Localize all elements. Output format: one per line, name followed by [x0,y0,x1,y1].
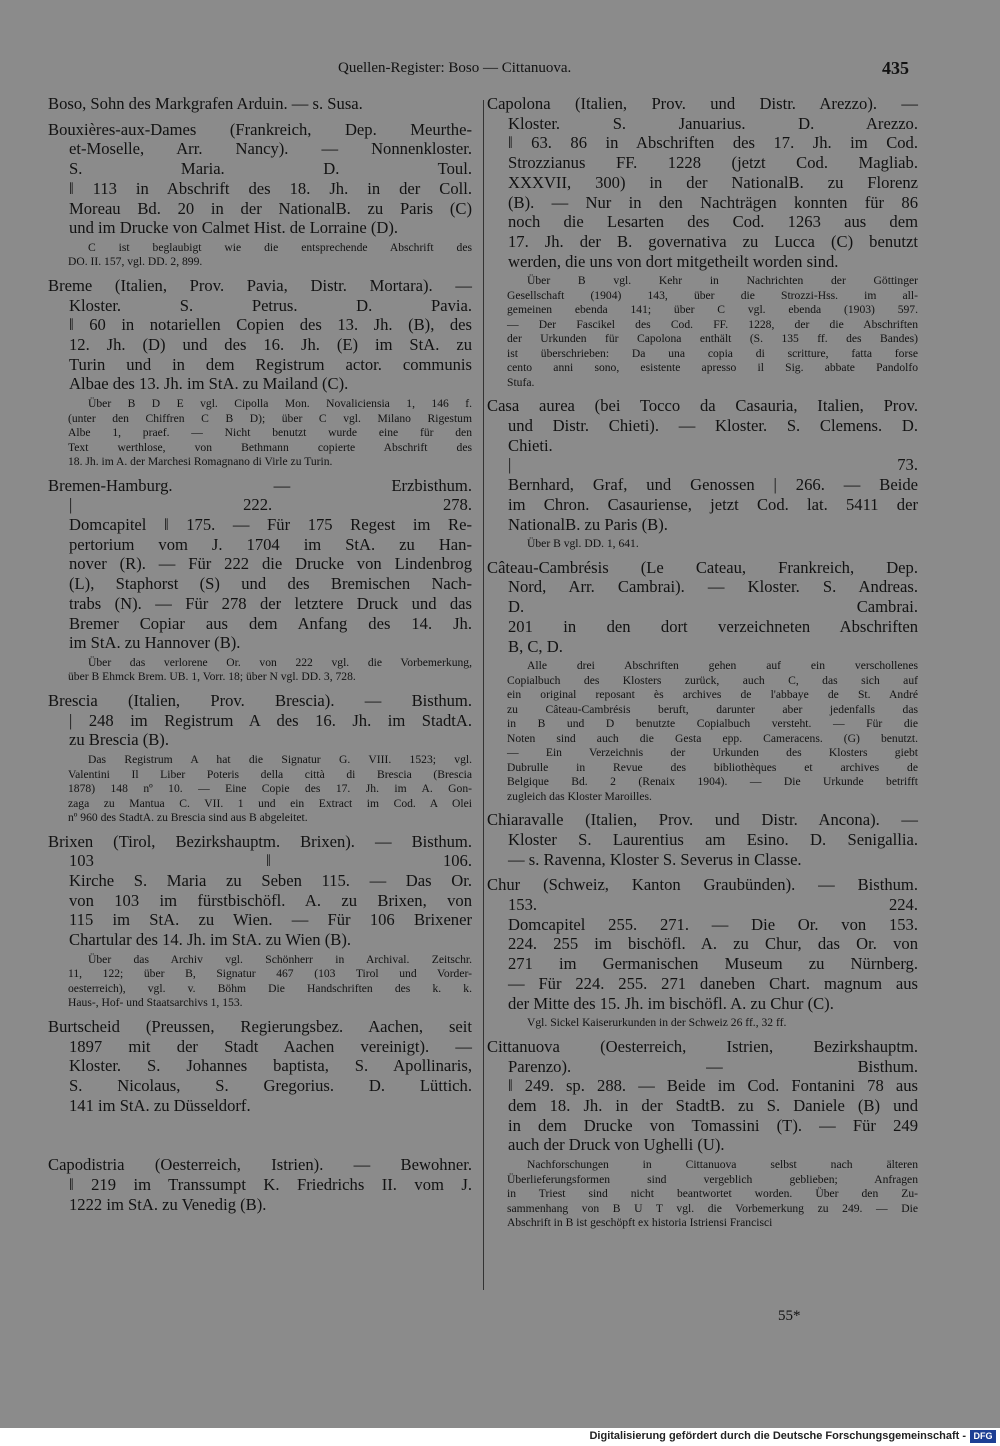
note-line: 11, 122; über B, Signatur 467 (103 Tirol und Vorder- [68,967,472,981]
entry-text-line: von 103 im fürstbischöfl. A. zu Brixen, von [69,890,472,910]
entry-heading-line: Bremen-Hamburg. — Erzbisthum. [48,475,472,495]
entry-text-line: Kirche S. Maria zu Seben 115. — Das Or. [69,870,472,890]
entry-text-line: Strozzianus FF. 1228 (jetzt Cod. Magliab. [508,153,918,173]
register-entry [487,875,918,1030]
entry-text-line: XXXVII, 300) in der NationalB. zu Florenz [508,172,918,192]
entry-heading-line: Capodistria (Oesterreich, Istrien). — Bewohner. [48,1155,472,1175]
note-line: cento anni sono, esistente apresso il Sig. abbate Pandolfo [507,361,918,375]
entry-text-line: ‖ 63. 86 in Abschriften des 17. Jh. im Cod. [508,133,918,153]
entry-text-line: 115 im StA. zu Wien. — Für 106 Brixener [69,910,472,930]
entry-note [507,537,918,552]
signature-mark: 55* [778,1308,801,1324]
note-line: Text werthlose, von Bethmann copierte Abschrift des [68,440,472,454]
note-line: Abschrift in B ist geschöpft ex historia Istriensi Francisci [507,1216,773,1230]
register-entry [487,810,918,869]
note-line: Über B vgl. Kehr in Nachrichten der Göttinger [527,274,918,288]
register-entry [48,1017,472,1116]
entry-text-line: Kloster S. Laurentius am Esino. D. Senigallia. [508,829,918,849]
entry-text-line: (L), Staphorst (S) und des Bremischen Nach- [69,574,472,594]
entry-text-line: Domcapitel ‖ 175. — Für 175 Regest im Re- [69,515,472,535]
entry-text-line: 1897 mit der Stadt Aachen vereinigt). — [69,1036,472,1056]
entry-text-line: S. Nicolaus, S. Gregorius. D. Lüttich. [69,1075,472,1095]
entry-heading-line: Brixen (Tirol, Bezirkshauptm. Brixen). — Bisthum. [48,831,472,851]
note-line: in Triest sind nicht beantwortet worden. Über den Zu- [507,1187,918,1201]
entry-heading-line: Cittanuova (Oesterreich, Istrien, Bezirkshauptm. [487,1036,918,1056]
dfg-logo: DFG [970,1430,996,1443]
entry-text-line: NationalB. zu Paris (B). [508,514,668,534]
entry-heading-line: Câteau-Cambrésis (Le Cateau, Frankreich, Dep. [487,557,918,577]
note-line: Alle drei Abschriften gehen auf ein verschollenes [527,659,918,673]
note-line: Dubrulle in Revue des bibliothèques et archives de [507,760,918,774]
entry-text-line: Bremer Copiar aus dem Anfang des 14. Jh. [69,613,472,633]
entry-text-line: Domcapitel 255. 271. — Die Or. von 153. [508,914,918,934]
note-line: Vgl. Sickel Kaiserurkunden in der Schweiz 26 ff., 32 ff. [527,1016,787,1030]
note-line: über B Ehmck Brem. UB. 1, Vorr. 18; über N vgl. DD. 3, 728. [68,670,356,684]
entry-text-line: ‖ 113 in Abschrift des 18. Jh. in der Coll. [69,178,472,198]
column-divider [483,100,484,1290]
entry-text-line: Chieti. [508,435,553,455]
note-line: Über B D E vgl. Cipolla Mon. Novaliciensia 1, 146 f. [88,397,472,411]
entry-text-line: 12. Jh. (D) und des 16. Jh. (E) im StA. zu [69,335,472,355]
entry-text-line: B, C, D. [508,636,563,656]
entry-note [68,953,472,1011]
note-line: sammenhang von B U T vgl. die Vorbemerkung zu 249. — Die [507,1201,918,1215]
entry-text-line: | 73. [508,455,918,475]
right-column [487,94,918,1237]
entry-text-line: Albae des 13. Jh. im StA. zu Mailand (C). [69,374,349,394]
entry-note [68,397,472,470]
entry-text-line: ‖ 219 im Transsumpt K. Friedrichs II. vom J. [69,1175,472,1195]
entry-text-line: und Distr. Chieti). — Kloster. S. Clemens. D. [508,416,918,436]
note-line: Albe 1, praef. — Nicht benutzt wurde eine für den [68,426,472,440]
entry-heading-line: Chiaravalle (Italien, Prov. und Distr. Ancona). — [487,810,918,830]
note-line: Gesellschaft (1904) 143, über die Strozzi-Hss. im all- [507,288,918,302]
entry-note [507,1016,918,1031]
entry-text-line: Nord, Arr. Cambrai). — Kloster. S. Andreas. [508,577,918,597]
entry-text-line: 141 im StA. zu Düsseldorf. [69,1095,251,1115]
entry-text-line: 224. 255 im bischöfl. A. zu Chur, das Or. von [508,934,918,954]
entry-text-line: Parenzo). — Bisthum. [508,1056,918,1076]
entry-text-line: — s. Ravenna, Kloster S. Severus in Classe. [508,849,802,869]
note-line: ein original reposant ès archives de l'abbaye de St. André [507,688,918,702]
register-entry [487,1037,918,1231]
entry-text-line: in dem Drucke von Tomassini (T). — Für 249 [508,1115,918,1135]
note-line: 1878) 148 nº 10. — Eine Copie des 17. Jh. im A. Gon- [68,782,472,796]
note-line: Das Registrum A hat die Signatur G. VIII. 1523; vgl. [88,753,472,767]
footer-credit: Digitalisierung gefördert durch die Deutsche Forschungsgemeinschaft - [589,1430,966,1442]
left-column [48,94,472,1220]
entry-text-line: Chartular des 14. Jh. im StA. zu Wien (B). [69,930,352,950]
entry-text-line: trabs (N). — Für 278 der letztere Druck und das [69,593,472,613]
register-entry [48,120,472,270]
entry-text-line: D. Cambrai. [508,597,918,617]
entry-text-line: 153. 224. [508,895,918,915]
note-line: Über B vgl. DD. 1, 641. [527,537,639,551]
entry-text-line: | 222. 278. [69,495,472,515]
note-line: Nachforschungen in Cittanuova selbst nach älteren [527,1158,918,1172]
register-entry [48,832,472,1011]
note-line: Valentini Il Liber Poteris della città di Brescia (Brescia [68,767,472,781]
entry-note [507,274,918,390]
entry-heading-line: Chur (Schweiz, Kanton Graubünden). — Bisthum. [487,875,918,895]
note-line: zugleich das Kloster Maroilles. [507,789,652,803]
entry-text-line: ‖ 249. sp. 288. — Beide im Cod. Fontanini 78 aus [508,1076,918,1096]
note-line: Über das Archiv vgl. Schönherr in Archival. Zeitschr. [88,952,472,966]
entry-text-line: S. Maria. D. Toul. [69,159,472,179]
entry-text-line: pertorium vom J. 1704 im StA. zu Han- [69,534,472,554]
note-line: zaga zu Mantua C. VII. 1 und ein Extract im Cod. A Olei [68,796,472,810]
note-line: der Urkunden für Capolona enthält (S. 135 ff. des Bandes) [507,332,918,346]
note-line: oesterreich), vgl. v. Böhm Die Handschriften des k. k. [68,981,472,995]
entry-note [68,753,472,826]
entry-text-line: Bernhard, Graf, und Genossen | 266. — Beide [508,475,918,495]
entry-text-line: im StA. zu Hannover (B). [69,633,241,653]
entry-text-line: Kloster. S. Johannes baptista, S. Apollinaris, [69,1056,472,1076]
entry-heading-line: Breme (Italien, Prov. Pavia, Distr. Mortara). — [48,275,472,295]
register-entry [48,476,472,685]
register-entry [48,1155,472,1214]
register-entry [487,558,918,805]
entry-text-line: nover (R). — Für 222 die Drucke von Lindenbrog [69,554,472,574]
entry-note [68,241,472,270]
register-entry [487,396,918,551]
entry-text-line: noch die Lesarten des Cod. 1263 aus dem [508,212,918,232]
entry-text-line: der Mitte des 15. Jh. im bischöfl. A. zu Chur (C). [508,993,834,1013]
note-line: zu Câteau-Cambrésis beruft, darunter aber jedenfalls das [507,702,918,716]
entry-text-line: zu Brescia (B). [69,730,169,750]
register-entry [487,94,918,390]
entry-text-line: Kloster. S. Januarius. D. Arezzo. [508,113,918,133]
note-line: C ist beglaubigt wie die entsprechende Abschrift des [88,240,472,254]
entry-text-line: et-Moselle, Arr. Nancy). — Nonnenkloster. [69,139,472,159]
entry-heading-line: Brescia (Italien, Prov. Brescia). — Bisthum. [48,690,472,710]
note-line: — Ein Verzeichnis der Urkunden des Klosters giebt [507,746,918,760]
entry-text-line: Kloster. S. Petrus. D. Pavia. [69,295,472,315]
entry-text-line: 1222 im StA. zu Venedig (B). [69,1194,267,1214]
note-line: — Der Fascikel des Cod. FF. 1228, der die Abschriften [507,317,918,331]
entry-text-line: und im Drucke von Calmet Hist. de Lorraine (D). [69,218,399,238]
entry-text-line: 271 im Germanischen Museum zu Nürnberg. [508,954,918,974]
entry-heading-line: Boso, Sohn des Markgrafen Arduin. — s. Susa. [48,94,363,113]
note-line: Belgique Bd. 2 (Renaix 1904). — Die Urkunde betrifft [507,775,918,789]
entry-heading-line: Bouxières-aux-Dames (Frankreich, Dep. Meurthe- [48,119,472,139]
note-line: (unter den Chiffren C B D); über C vgl. Milano Rigestum [68,411,472,425]
note-line: Noten sind auch die Gesta epp. Cameracens. (G) benutzt. [507,731,918,745]
entry-text-line: 103 ‖ 106. [69,851,472,871]
footer-bar [0,1428,1000,1446]
note-line: nº 960 des StadtA. zu Brescia sind aus B abgeleitet. [68,811,308,825]
note-line: Überlieferungsformen sind vergeblich geblieben; Anfragen [507,1172,918,1186]
note-line: 18. Jh. im A. der Marchesi Romagnano di Virle zu Turin. [68,455,333,469]
note-line: DO. II. 157, vgl. DD. 2, 899. [68,255,203,269]
entry-note [507,659,918,804]
running-header [0,60,1000,84]
entry-text-line: | 248 im Registrum A des 16. Jh. im StadtA. [69,710,472,730]
entry-note [68,656,472,685]
entry-text-line: (B). — Nur in den Nachträgen konnten für 86 [508,192,918,212]
note-line: Stufa. [507,375,535,389]
entry-heading-line: Capolona (Italien, Prov. und Distr. Arezzo). — [487,94,918,113]
page-number: 435 [882,58,909,78]
entry-text-line: — Für 224. 255. 271 daneben Chart. magnum aus [508,973,918,993]
note-line: gemeinen ebenda 141; über C vgl. ebenda (1903) 597. [507,303,918,317]
note-line: Haus-, Hof- und Staatsarchivs 1, 153. [68,996,243,1010]
register-entry [48,276,472,470]
entry-text-line: Moreau Bd. 20 in der NationalB. zu Paris (C) [69,198,472,218]
entry-heading-line: Casa aurea (bei Tocco da Casauria, Italien, Prov. [487,396,918,416]
entry-text-line: 17. Jh. der B. governativa zu Lucca (C) benutzt [508,231,918,251]
entry-text-line: Turin und in dem Registrum actor. communis [69,354,472,374]
entry-text-line: werden, die uns von dort mitgetheilt worden sind. [508,251,839,271]
note-line: ist überschrieben: Da una copia di scritture, fatta forse [507,346,918,360]
note-line: Copialbuch des Klosters zurück, auch C, das sich auf [507,673,918,687]
entry-note [507,1158,918,1231]
note-line: in B und D benutzte Copialbuch versteht. — Für die [507,717,918,731]
entry-text-line: 201 in den dort verzeichneten Abschriften [508,616,918,636]
entry-text-line: ‖ 60 in notariellen Copien des 13. Jh. (B), des [69,315,472,335]
entry-heading-line: Burtscheid (Preussen, Regierungsbez. Aachen, seit [48,1016,472,1036]
entry-text-line: auch der Druck von Ughelli (U). [508,1135,725,1155]
note-line: Über das verlorene Or. von 222 vgl. die Vorbemerkung, [88,655,472,669]
entry-text-line: im Chron. Casauriense, jetzt Cod. lat. 5411 der [508,494,918,514]
register-entry [48,691,472,826]
running-title: Quellen-Register: Boso — Cittanuova. [338,60,572,76]
register-entry [48,94,472,114]
entry-text-line: dem 18. Jh. in der StadtB. zu S. Daniele (B) und [508,1095,918,1115]
